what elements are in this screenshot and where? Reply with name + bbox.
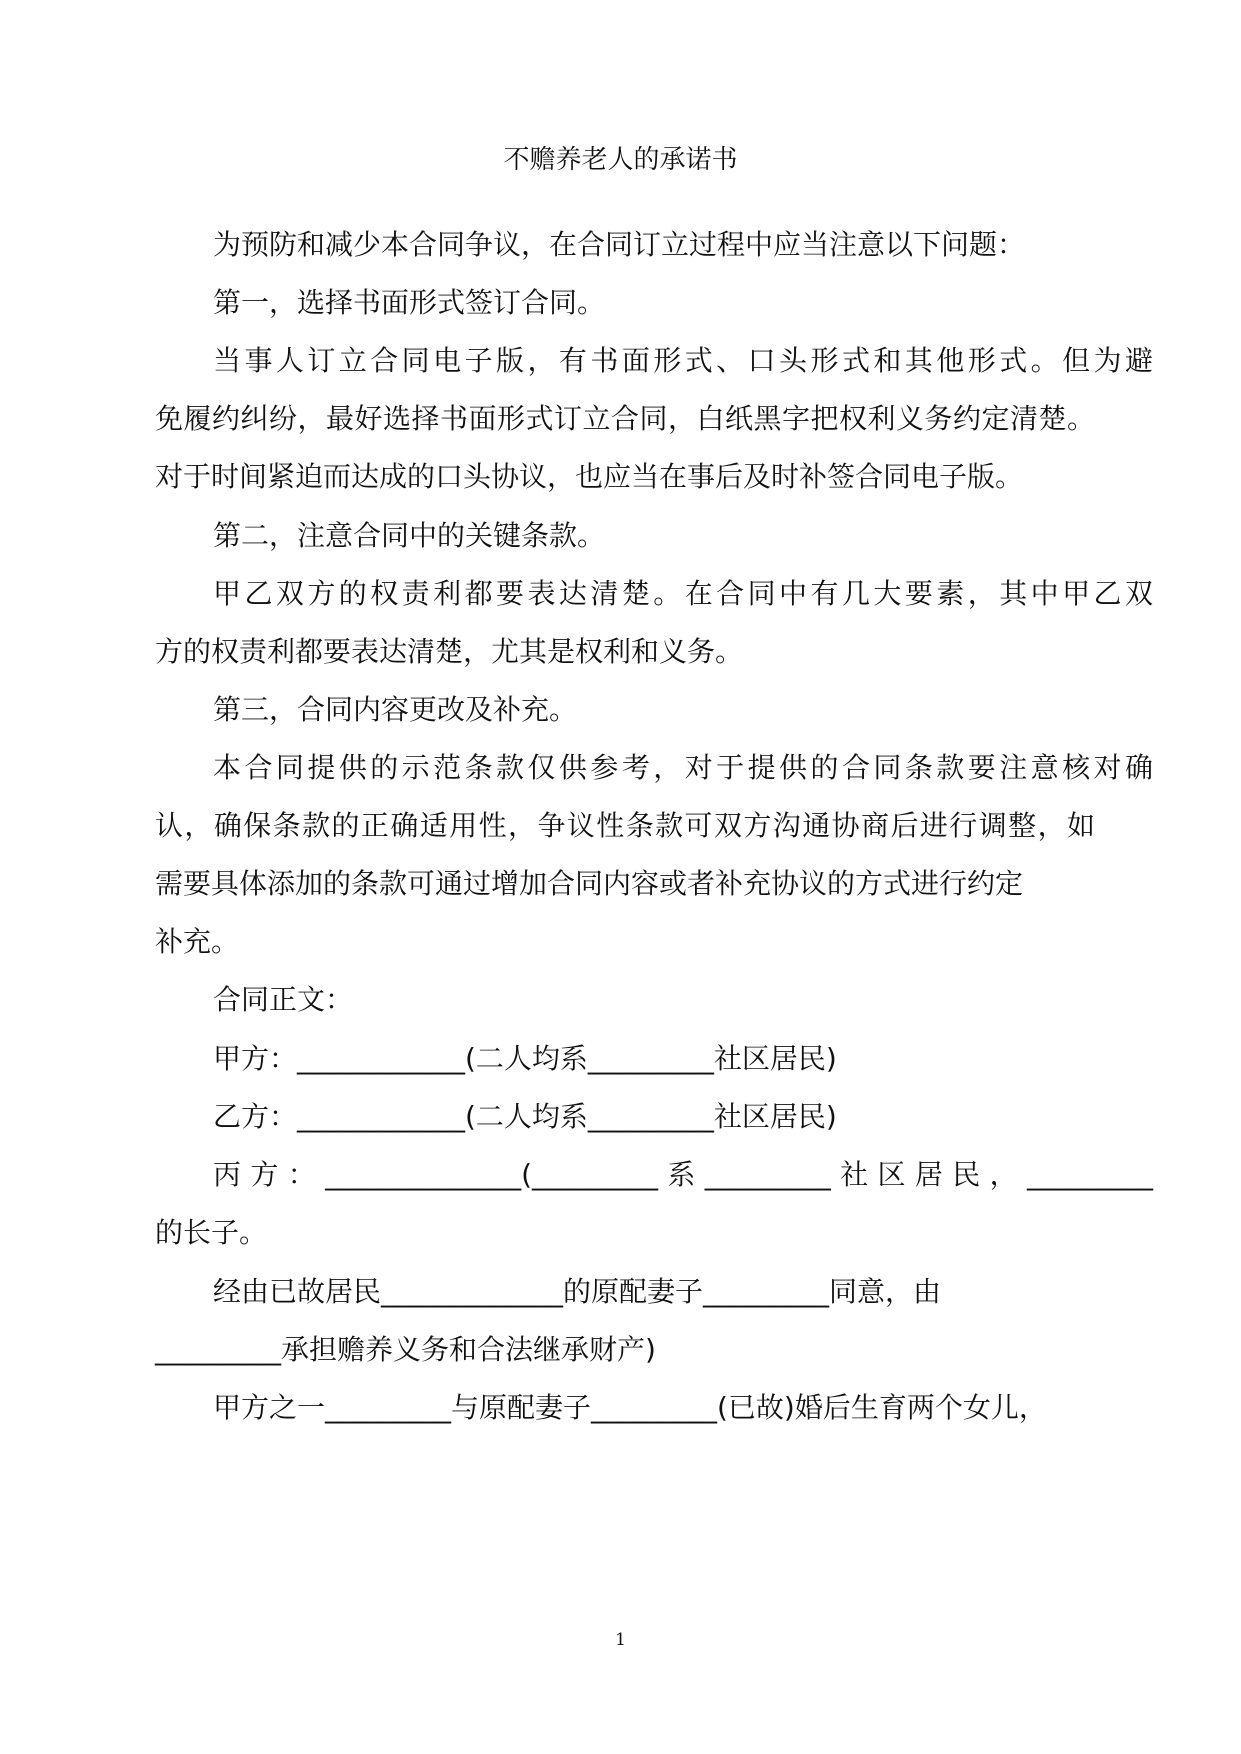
paragraph-line: 为预防和减少本合同争议，在合同订立过程中应当注意以下问题： (213, 228, 1026, 261)
paragraph-line: 补充。 (155, 925, 240, 958)
page-number: 1 (615, 1630, 626, 1650)
paragraph-line: 甲方之一_________与原配妻子_________(已故)婚后生育两个女儿， (213, 1391, 1047, 1424)
party-b-line: 乙方：____________(二人均系_________社区居民) (213, 1100, 837, 1133)
paragraph-line: 需要具体添加的条款可通过增加合同内容或者补充协议的方式进行约定 (155, 867, 1024, 900)
paragraph-line: 认，确保条款的正确适用性，争议性条款可双方沟通协商后进行调整，如 (155, 809, 1095, 842)
document-title: 不赡养老人的承诺书 (503, 145, 738, 175)
paragraph-line: 第二，注意合同中的关键条款。 (213, 519, 606, 552)
paragraph-line: 合同正文： (213, 983, 354, 1016)
paragraph-line: 当事人订立合同电子版，有书面形式、口头形式和其他形式。但为避 (213, 344, 1153, 377)
paragraph-line: 甲乙双方的权责利都要表达清楚。在合同中有几大要素，其中甲乙双 (213, 577, 1153, 610)
paragraph-line: 本合同提供的示范条款仅供参考，对于提供的合同条款要注意核对确 (213, 751, 1153, 784)
paragraph-line: 对于时间紧迫而达成的口头协议，也应当在事后及时补签合同电子版。 (155, 460, 1024, 493)
paragraph-line: 免履约纠纷，最好选择书面形式订立合同，白纸黑字把权利义务约定清楚。 (155, 402, 1095, 435)
paragraph-line: 第一，选择书面形式签订合同。 (213, 286, 606, 319)
party-c-line: 丙方：______________(_________系_________社区居民，_________ (213, 1158, 1153, 1191)
paragraph-line: 第三，合同内容更改及补充。 (213, 693, 578, 726)
paragraph-line: 方的权责利都要表达清楚，尤其是权利和义务。 (155, 635, 744, 668)
paragraph-line: _________承担赡养义务和合法继承财产) (155, 1333, 656, 1366)
party-a-line: 甲方：____________(二人均系_________社区居民) (213, 1042, 837, 1075)
paragraph-line: 经由已故居民_____________的原配妻子_________同意，由 (213, 1275, 942, 1308)
paragraph-line: 的长子。 (155, 1216, 268, 1249)
